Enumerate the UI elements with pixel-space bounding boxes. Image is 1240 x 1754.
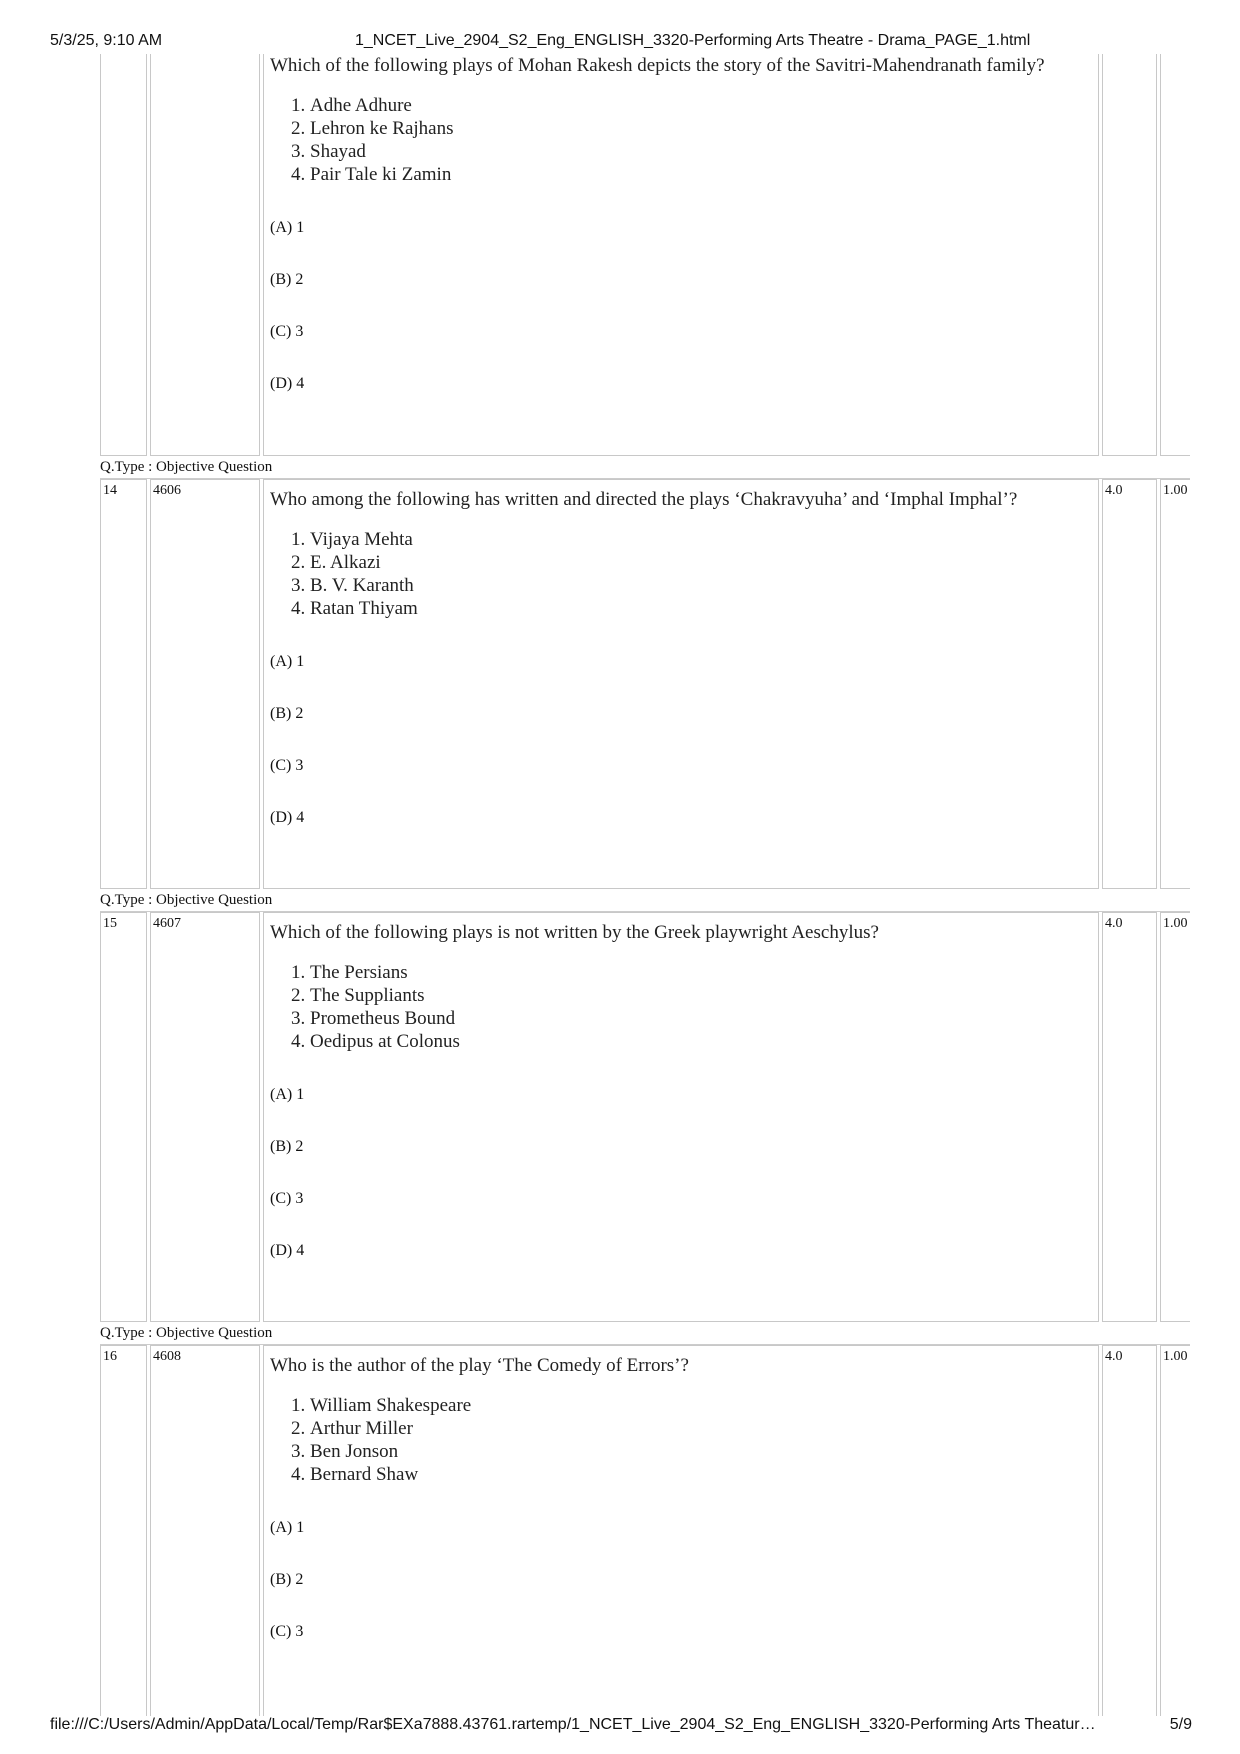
option-b: (B) 2 (270, 271, 304, 288)
question-text: Which of the following plays is not written by the Greek playwright Aeschylus? (270, 922, 879, 943)
option-a: (A) 1 (270, 653, 305, 670)
list-item: 3. Ben Jonson (310, 1440, 1092, 1463)
page-number: 5/9 (1169, 1716, 1192, 1733)
marks (1102, 54, 1157, 456)
list-item: 3. Shayad (310, 140, 1092, 163)
print-header (0, 32, 1240, 52)
question-id: 4606 (150, 479, 260, 889)
question-number: 14 (100, 479, 147, 889)
list-item: 1. Vijaya Mehta (310, 528, 1092, 551)
question-id: 4608 (150, 1345, 260, 1716)
question-text: Which of the following plays of Mohan Rakesh depicts the story of the Savitri-Mahendranath family? (270, 55, 1045, 76)
qtype-label: Q.Type : Objective Question (100, 1322, 1190, 1345)
question-number: 15 (100, 912, 147, 1322)
question-cell (263, 54, 1099, 456)
list-item: 4. Pair Tale ki Zamin (310, 163, 1092, 186)
question-row (100, 1345, 1190, 1716)
question-cell (263, 479, 1099, 889)
option-c: (C) 3 (270, 323, 304, 340)
print-url: file:///C:/Users/Admin/AppData/Local/Temp/Rar$EXa7888.43761.rartemp/1_NCET_Live_2904_S2_Eng_ENGLISH_3320-Performing Arts Theatur… (50, 1716, 1096, 1733)
option-b: (B) 2 (270, 705, 304, 722)
option-c: (C) 3 (270, 1190, 304, 1207)
marks: 4.0 (1102, 912, 1157, 1322)
question-row (100, 54, 1190, 456)
option-d: (D) 4 (270, 1242, 305, 1259)
question-text: Who is the author of the play ‘The Comedy of Errors’? (270, 1355, 689, 1376)
print-title: 1_NCET_Live_2904_S2_Eng_ENGLISH_3320-Performing Arts Theatre - Drama_PAGE_1.html (355, 32, 1031, 49)
question-items (270, 528, 1092, 620)
option-a: (A) 1 (270, 1086, 305, 1103)
list-item: 2. Lehron ke Rajhans (310, 117, 1092, 140)
marks: 4.0 (1102, 479, 1157, 889)
option-d: (D) 4 (270, 809, 305, 826)
question-number (100, 54, 147, 456)
question-text: Who among the following has written and directed the plays ‘Chakravyuha’ and ‘Imphal Imphal’? (270, 489, 1018, 510)
list-item: 2. Arthur Miller (310, 1417, 1092, 1440)
list-item: 1. The Persians (310, 961, 1092, 984)
question-table (100, 54, 1190, 1716)
print-footer (0, 1716, 1240, 1736)
question-row (100, 479, 1190, 889)
option-d: (D) 4 (270, 375, 305, 392)
option-b: (B) 2 (270, 1138, 304, 1155)
list-item: 4. Ratan Thiyam (310, 597, 1092, 620)
marks: 4.0 (1102, 1345, 1157, 1716)
qtype-label: Q.Type : Objective Question (100, 889, 1190, 912)
negative-marks: 1.00 (1160, 1345, 1190, 1716)
question-id (150, 54, 260, 456)
list-item: 2. The Suppliants (310, 984, 1092, 1007)
option-b: (B) 2 (270, 1571, 304, 1588)
qtype-label: Q.Type : Objective Question (100, 456, 1190, 479)
print-datetime: 5/3/25, 9:10 AM (50, 32, 163, 49)
question-items (270, 94, 1092, 186)
question-cell (263, 912, 1099, 1322)
question-number: 16 (100, 1345, 147, 1716)
question-row (100, 912, 1190, 1322)
list-item: 4. Bernard Shaw (310, 1463, 1092, 1486)
question-items (270, 1394, 1092, 1486)
list-item: 3. B. V. Karanth (310, 574, 1092, 597)
question-cell (263, 1345, 1099, 1716)
option-c: (C) 3 (270, 757, 304, 774)
option-a: (A) 1 (270, 1519, 305, 1536)
list-item: 2. E. Alkazi (310, 551, 1092, 574)
option-c: (C) 3 (270, 1623, 304, 1640)
question-items (270, 961, 1092, 1053)
list-item: 3. Prometheus Bound (310, 1007, 1092, 1030)
negative-marks (1160, 54, 1190, 456)
question-id: 4607 (150, 912, 260, 1322)
negative-marks: 1.00 (1160, 479, 1190, 889)
list-item: 1. William Shakespeare (310, 1394, 1092, 1417)
negative-marks: 1.00 (1160, 912, 1190, 1322)
list-item: 1. Adhe Adhure (310, 94, 1092, 117)
list-item: 4. Oedipus at Colonus (310, 1030, 1092, 1053)
option-a: (A) 1 (270, 219, 305, 236)
